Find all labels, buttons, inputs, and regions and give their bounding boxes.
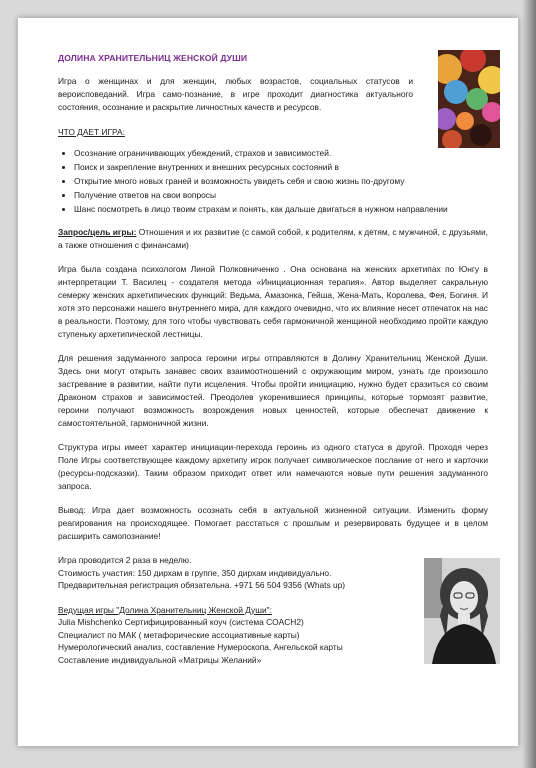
host-line: Специалист по МАК ( метафорические ассоциативные карты) [58,629,300,640]
intro-paragraph: Игра о женщинах и для женщин, любых возрастов, социальных статусов и вероисповеданий. Игра само-познание, в игре проходит диагностика актуального состояния, осознание и раскрытие личностных качеств и ресурсов. [58,76,413,112]
list-item: • Поиск и закрепление внутренних и внешних ресурсных состояний в [74,161,488,174]
list-item: • Получение ответов на свои вопросы [74,189,488,202]
schedule-line: Стоимость участия: 150 дирхам в группе, 350 дирхам индивидуально. [58,567,332,578]
request-label: Запрос/цель игры: [58,227,137,237]
host-block [58,604,408,667]
host-line: Julia Mishchenko Сертифицированный коуч (система COACH2) [58,617,304,627]
schedule-line: Игра проводится 2 раза в неделю. [58,555,192,565]
host-heading: Ведущая игры "Долина Хранительниц Женской Души": [58,604,272,615]
list-item: • Шанс посмотреть в лицо твоим страхам и понять, как дальше двигаться в нужном направлении [74,203,488,216]
list-item: • Открытие много новых граней и возможность увидеть себя и свою жизнь по-другому [74,175,488,188]
host-line: Нумерологический анализ, составление Нумероскопа, Ангельской карты [58,642,343,652]
host-line: Составление индивидуальной «Матрицы Желаний» [58,654,262,665]
request-paragraph [58,226,488,252]
request-text: Отношения и их развитие (с самой собой, к родителям, к детям, с мужчиной, с друзьями, а также отношения с финансами) [58,227,488,250]
conclusion-paragraph: Вывод: Игра дает возможность осознать себя в актуальной жизненной ситуации. Изменить форму реагирования на происходящее. Помогает расстаться с прошлым и резервировать будущее и в целом расширить самопознание! [58,505,488,541]
list-item: • Осознание ограничивающих убеждений, страхов и зависимостей. [74,147,488,160]
creator-paragraph: Игра была создана психологом Линой Полковниченко . Она основана на женских архетипах по Юнгу в интерпретации Т. Василец - создателя метода «Инициационная терапия». Автор выделяет сакральную семерку женских архетипических функций: Ведьма, Амазонка, Гейша, Жена-Мать, Королева, Фея, Богиня. И хотя это персонажи нашего внутреннего мира, для каждого очевидно, что их влияние несет отпечаток на нас в реальности. Поэтому, для того чтобы чувствовать себя гармоничной женщиной необходимо пройти каждую ступеньку архетипической лестницы. [58,264,488,339]
document-body [58,52,488,666]
schedule-block [58,554,408,592]
page-edge-shadow [522,0,536,768]
structure-paragraph: Структура игры имеет характер инициации-перехода героинь из одного статуса в другой. Проходя через Поле Игры соответствующее каждому архетипу игрок получает символическое послание от него и карточки (ресурсы-подсказки). Таким образом приходит ответ или намечаются новые пути решения задуманного запроса. [58,442,488,491]
schedule-line: Предварительная регистрация обязательна. +971 56 504 9356 (Whats up) [58,580,346,590]
what-game-gives-heading: ЧТО ДАЕТ ИГРА: [58,127,125,137]
journey-paragraph: Для решения задуманного запроса героини игры отправляются в Долину Хранительниц Женской Души. Здесь они могут открыть занавес своих взаимоотношений с окружающим миром, узнать где произошло застревание в развитии, найти пути исцеления. Чтобы пройти инициацию, нужно будет сразиться со своим Драконом страхов и зависимостей. Преодолев укоренившиеся принципы, которые тормозят развитие, героини получают возможность возрождения новых ценностей, которые обеспечат движение к самостоятельной, гармоничной жизни. [58,353,488,428]
benefits-list [58,147,488,216]
document-title: ДОЛИНА ХРАНИТЕЛЬНИЦ ЖЕНСКОЙ ДУШИ [58,53,248,63]
